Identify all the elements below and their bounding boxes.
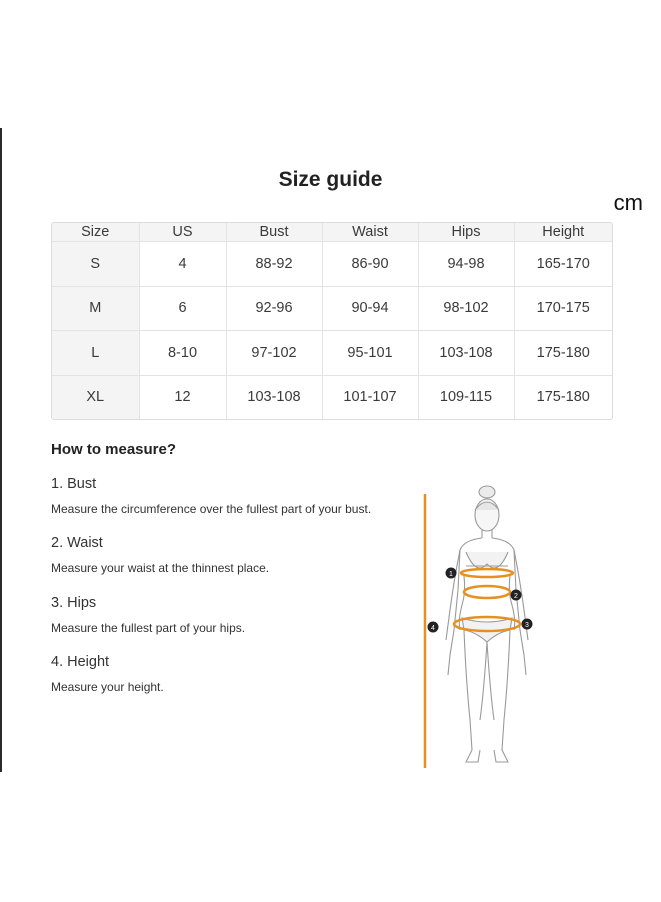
step-bust-label: 1. Bust	[51, 476, 97, 492]
header-us: US	[139, 223, 226, 242]
waist-cell: 86-90	[322, 242, 418, 287]
svg-text:2: 2	[514, 593, 518, 600]
marker-height	[428, 622, 439, 633]
table-row	[52, 242, 612, 287]
waist-cell: 101-107	[322, 375, 418, 419]
how-to-measure-title: How to measure?	[51, 441, 177, 458]
hips-cell: 103-108	[418, 331, 514, 376]
svg-text:3: 3	[525, 622, 529, 629]
svg-text:1: 1	[449, 571, 453, 578]
height-cell: 175-180	[536, 389, 590, 406]
page-title: Size guide	[278, 168, 383, 191]
svg-text:4: 4	[431, 625, 435, 632]
left-edge-line	[0, 128, 2, 772]
hips-cell: 98-102	[418, 286, 514, 331]
size-table	[51, 222, 613, 420]
table-row	[52, 286, 612, 331]
table-header-row	[52, 223, 612, 242]
bust-cell: 97-102	[226, 331, 322, 376]
step-hips-label: 3. Hips	[51, 595, 97, 611]
header-bust: Bust	[226, 223, 322, 242]
header-waist: Waist	[322, 223, 418, 242]
header-height: Height	[514, 223, 612, 242]
us-cell: 6	[139, 286, 226, 331]
size-cell: XL	[52, 375, 139, 419]
size-cell: M	[52, 286, 139, 331]
step-bust-desc: Measure the circumference over the fullest part of your bust.	[51, 502, 372, 516]
marker-waist	[511, 590, 522, 601]
step-waist-desc: Measure your waist at the thinnest place.	[51, 561, 270, 575]
header-size: Size	[52, 223, 139, 242]
marker-hips	[522, 619, 533, 630]
size-cell: S	[52, 242, 139, 287]
height-cell: 165-170	[514, 242, 612, 287]
bust-cell: 92-96	[226, 286, 322, 331]
waist-band	[464, 586, 510, 598]
marker-bust	[446, 568, 457, 579]
step-waist-label: 2. Waist	[51, 535, 103, 551]
size-cell: L	[52, 331, 139, 376]
waist-cell: 90-94	[322, 286, 418, 331]
us-cell: 8-10	[139, 331, 226, 376]
table-row	[52, 331, 612, 376]
header-hips: Hips	[418, 223, 514, 242]
body-measurement-figure	[420, 480, 550, 775]
step-height-label: 4. Height	[51, 654, 110, 670]
bust-band	[461, 569, 513, 577]
height-cell: 175-180	[514, 331, 612, 376]
us-cell: 4	[139, 242, 226, 287]
step-height-desc: Measure your height.	[51, 680, 164, 694]
hips-cell: 94-98	[418, 242, 514, 287]
height-cell: 170-175	[514, 286, 612, 331]
us-cell: 12	[139, 375, 226, 419]
bust-cell: 103-108	[226, 375, 322, 419]
step-hips-desc: Measure the fullest part of your hips.	[51, 621, 246, 635]
waist-cell: 95-101	[322, 331, 418, 376]
body-outline	[446, 486, 528, 762]
hips-cell: 109-115	[418, 375, 514, 419]
unit-label: cm	[613, 190, 643, 215]
bust-cell: 88-92	[226, 242, 322, 287]
table-row	[52, 375, 612, 419]
